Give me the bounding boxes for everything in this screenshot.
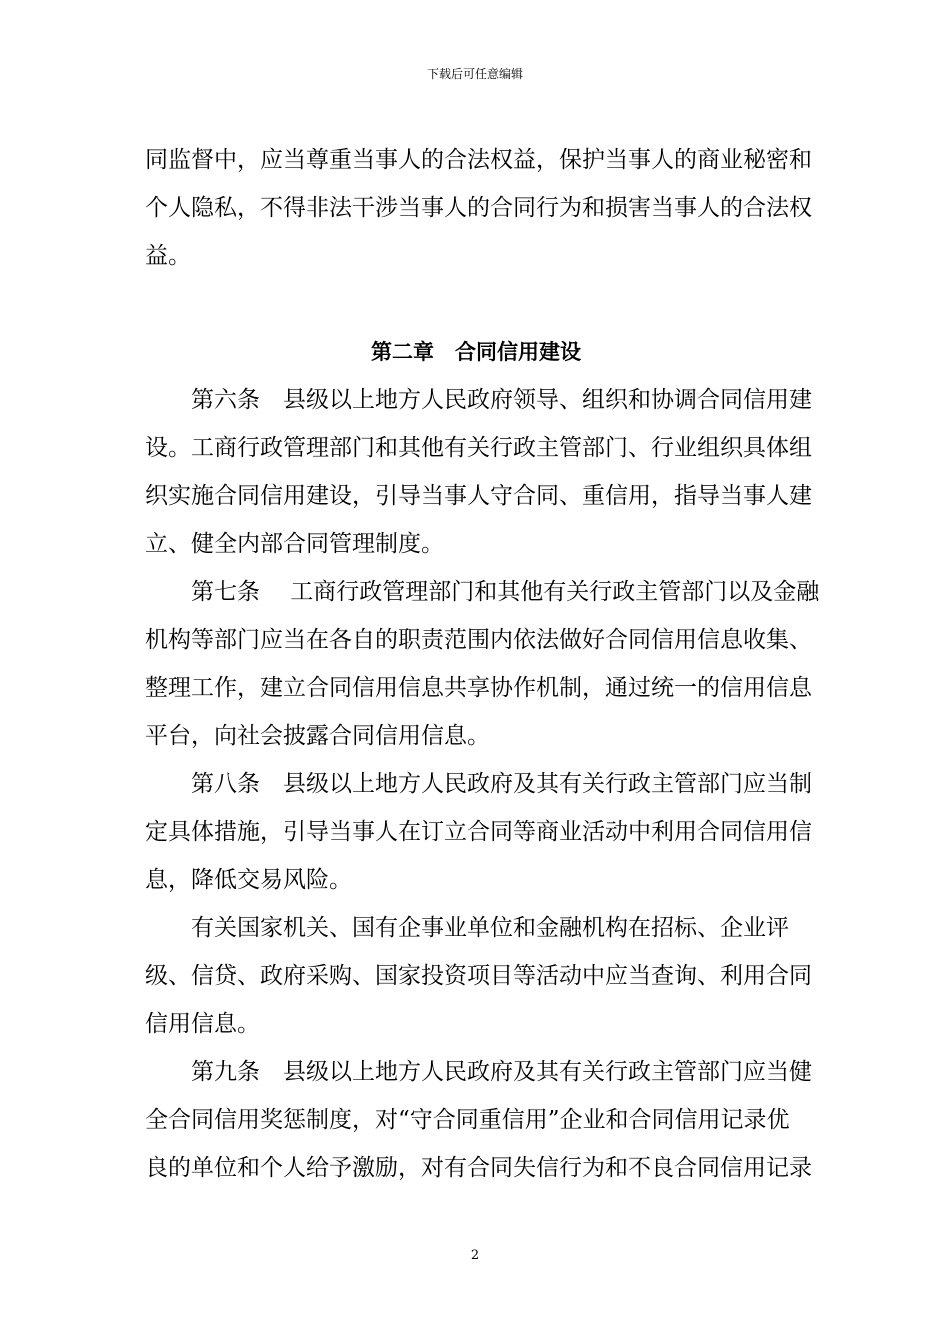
text-line: 有关国家机关、国有企事业单位和金融机构在招标、企业评 [191,915,789,941]
text-line: 第六条 县级以上地方人民政府领导、组织和协调合同信用建 [191,387,812,413]
text-line: 第七条 工商行政管理部门和其他有关行政主管部门以及金融 [191,579,820,605]
text-line: 第九条 县级以上地方人民政府及其有关行政主管部门应当健 [191,1059,812,1085]
text-line: 织实施合同信用建设，引导当事人守合同、重信用，指导当事人建 [145,483,812,509]
header-note: 下载后可任意编辑 [426,67,523,81]
document-body [145,136,820,1192]
text-line: 设。工商行政管理部门和其他有关行政主管部门、行业组织具体组 [145,435,812,461]
chapter-heading: 第二章 合同信用建设 [371,340,581,364]
text-line: 同监督中，应当尊重当事人的合法权益，保护当事人的商业秘密和 [145,147,812,173]
text-line: 良的单位和个人给予激励，对有合同失信行为和不良合同信用记录 [145,1155,812,1181]
text-line: 定具体措施，引导当事人在订立合同等商业活动中利用合同信用信 [145,819,812,845]
text-line: 全合同信用奖惩制度，对“守合同重信用”企业和合同信用记录优 [145,1107,790,1133]
text-line: 机构等部门应当在各自的职责范围内依法做好合同信用信息收集、 [145,627,812,653]
text-line: 个人隐私，不得非法干涉当事人的合同行为和损害当事人的合法权 [145,195,812,221]
text-line: 立、健全内部合同管理制度。 [145,531,444,557]
text-line: 整理工作，建立合同信用信息共享协作机制，通过统一的信用信息 [145,675,812,701]
text-line: 平台，向社会披露合同信用信息。 [145,723,490,749]
text-line: 息，降低交易风险。 [145,867,352,893]
text-line: 信用信息。 [145,1011,260,1037]
paragraph-gap [145,280,807,328]
text-line: 第八条 县级以上地方人民政府及其有关行政主管部门应当制 [191,771,812,797]
text-line: 级、信贷、政府采购、国家投资项目等活动中应当查询、利用合同 [145,963,812,989]
page-number: 2 [470,1248,480,1263]
text-line: 益。 [145,243,191,269]
